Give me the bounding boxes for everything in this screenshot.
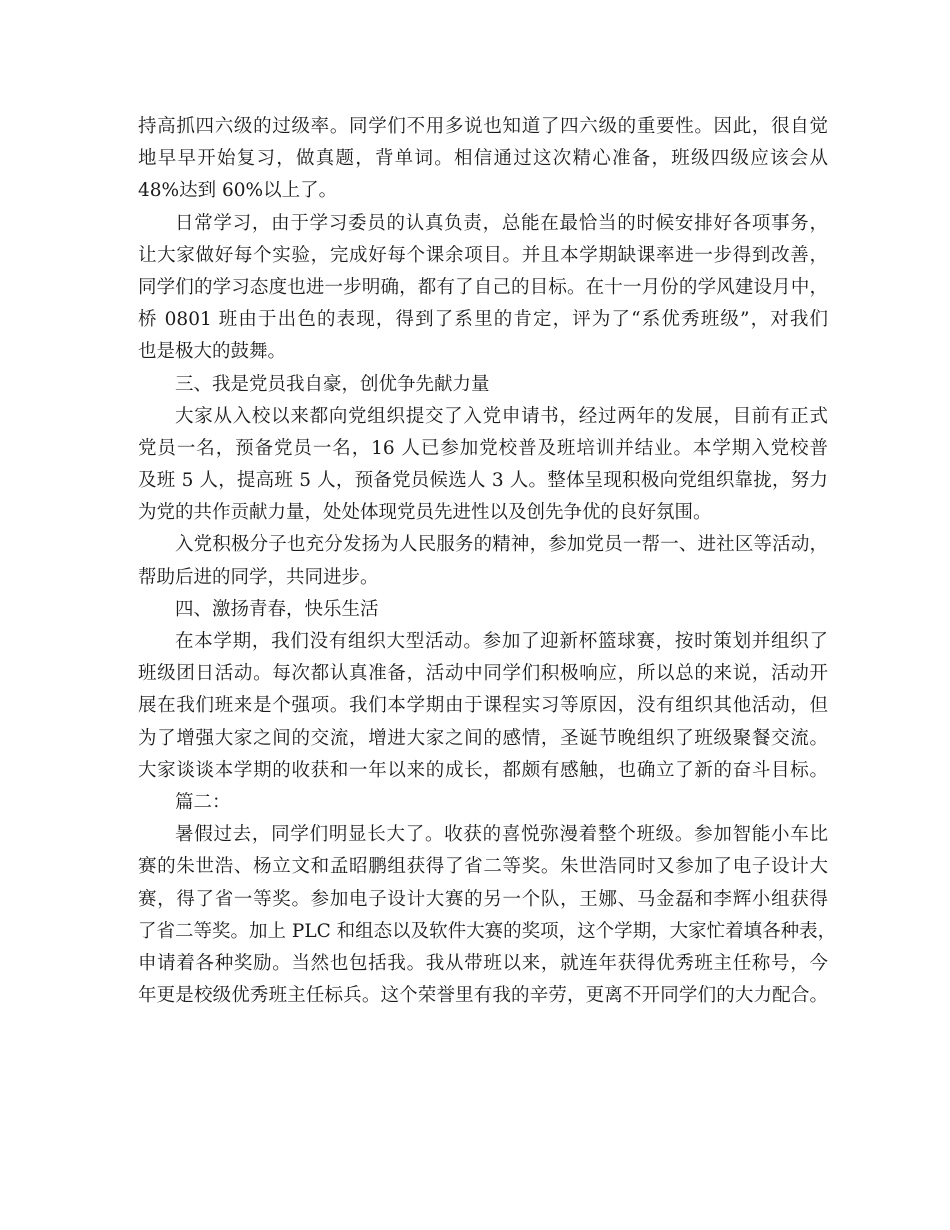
text-line: 展在我们班来是个强项。我们本学期由于课程实习等原因，没有组织其他活动，但: [138, 695, 828, 717]
text-line: 入党积极分子也充分发扬为人民服务的精神，参加党员一帮一、进社区等活动，: [175, 534, 828, 556]
text-line: 赛，得了省一等奖。参加电子设计大赛的另一个队，王娜、马金磊和李辉小组获得: [138, 888, 828, 910]
text-line: 帮助后进的同学，共同进步。: [138, 566, 379, 588]
text-line: 让大家做好每个实验，完成好每个课余项目。并且本学期缺课率进一步得到改善，: [138, 244, 828, 266]
text-line: 三、我是党员我自豪，创优争先献力量: [175, 373, 490, 395]
text-line: 地早早开始复习，做真题，背单词。相信通过这次精心准备，班级四级应该会从: [138, 148, 828, 170]
text-line: 暑假过去，同学们明显长大了。收获的喜悦弥漫着整个班级。参加智能小车比: [175, 824, 828, 846]
text-line: 48%达到 60%以上了。: [138, 180, 338, 202]
text-line: 四、激扬青春，快乐生活: [175, 598, 379, 620]
text-line: 申请着各种奖励。当然也包括我。我从带班以来，就连年获得优秀班主任称号，今: [138, 952, 828, 974]
text-line: 大家谈谈本学期的收获和一年以来的成长，都颇有感触，也确立了新的奋斗目标。: [138, 759, 828, 781]
text-line: 为党的共作贡献力量，处处体现党员先进性以及创先争优的良好氛围。: [138, 502, 712, 524]
text-line: 班级团日活动。每次都认真准备，活动中同学们积极响应，所以总的来说，活动开: [138, 663, 828, 685]
text-line: 也是极大的鼓舞。: [138, 341, 287, 363]
text-line: 桥 0801 班由于出色的表现，得到了系里的肯定，评为了“系优秀班级”，对我们: [138, 309, 828, 331]
text-line: 为了增强大家之间的交流，增进大家之间的感情，圣诞节晚组织了班级聚餐交流。: [138, 727, 828, 749]
text-line: 了省二等奖。加上 PLC 和组态以及软件大赛的奖项，这个学期，大家忙着填各种表，: [138, 920, 837, 942]
text-line: 党员一名，预备党员一名，16 人已参加党校普及班培训并结业。本学期入党校普: [138, 437, 828, 459]
text-line: 日常学习，由于学习委员的认真负责，总能在最恰当的时候安排好各项事务，: [175, 212, 828, 234]
text-line: 在本学期，我们没有组织大型活动。参加了迎新杯篮球赛，按时策划并组织了: [175, 631, 828, 652]
text-line: 大家从入校以来都向党组织提交了入党申请书，经过两年的发展，目前有正式: [175, 405, 828, 427]
text-line: 持高抓四六级的过级率。同学们不用多说也知道了四六级的重要性。因此，很自觉: [138, 116, 828, 137]
text-line: 赛的朱世浩、杨立文和孟昭鹏组获得了省二等奖。朱世浩同时又参加了电子设计大: [138, 856, 828, 878]
text-line: 篇二：: [175, 791, 231, 813]
text-line: 年更是校级优秀班主任标兵。这个荣誉里有我的辛劳，更离不开同学们的大力配合。: [138, 985, 828, 1007]
text-line: 及班 5 人，提高班 5 人，预备党员候选人 3 人。整体呈现积极向党组织靠拢，努力: [138, 470, 828, 492]
text-line: 同学们的学习态度也进一步明确，都有了自己的目标。在十一月份的学风建设月中，: [138, 276, 828, 298]
document-body: [138, 111, 837, 1012]
